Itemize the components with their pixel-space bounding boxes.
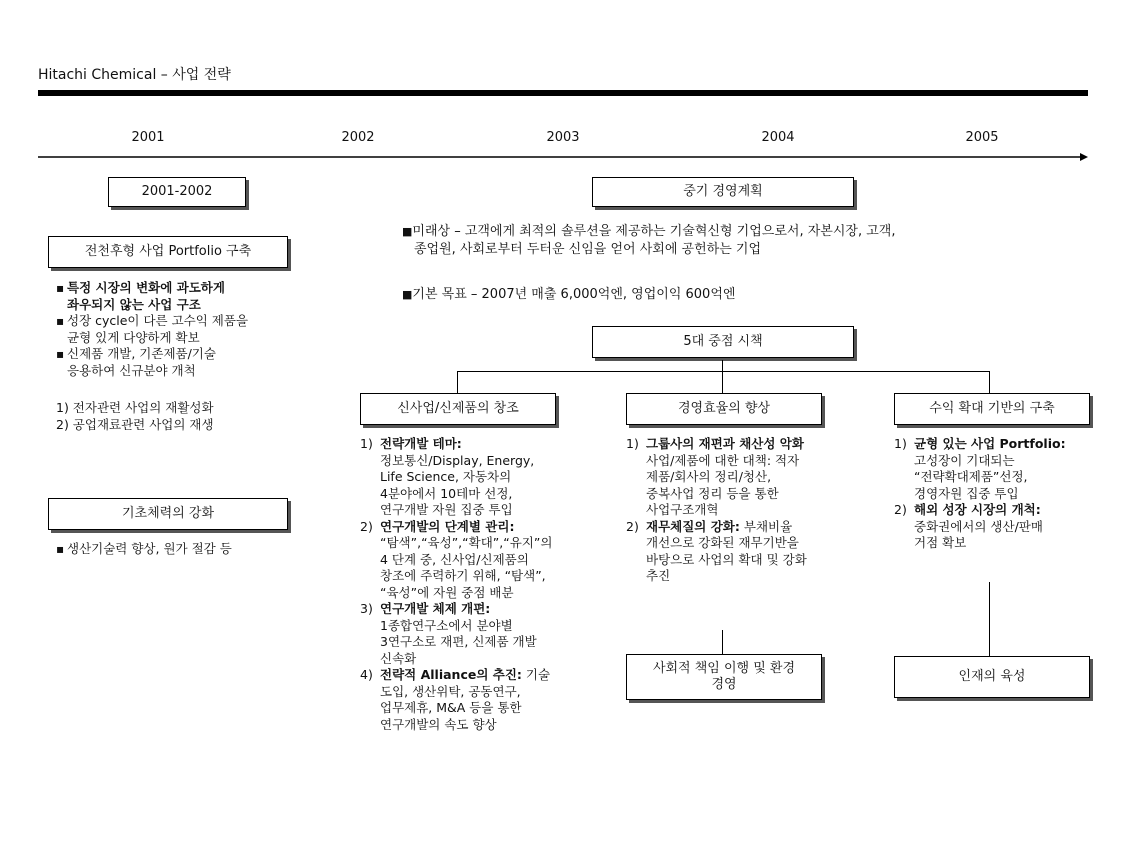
title-divider (38, 90, 1088, 96)
portfolio-title: 전천후형 사업 Portfolio 구축 (84, 243, 252, 259)
timeline-year-2005: 2005 (965, 130, 999, 145)
basics-bullets (56, 541, 316, 558)
column-2-items (626, 436, 878, 585)
vision-text: ■미래상 – 고객에게 최적의 솔루션을 제공하는 기술혁신형 기업으로서, 자본시장, 고객, 종업원, 사회로부터 두터운 신임을 얻어 사회에 공헌하는 기업 (402, 224, 896, 257)
list-item: 1) 전략개발 테마: 정보통신/Display, Energy, Life Science, 자동차의 4분야에서 10테마 선정, 연구개발 자원 집중 투입 (360, 436, 535, 517)
connector-line (722, 371, 723, 393)
plan-box (592, 177, 854, 207)
column-3-items (894, 436, 1120, 552)
portfolio-numbered (56, 400, 316, 433)
portfolio-bullets (56, 280, 316, 379)
connector-line (457, 371, 458, 393)
page-title: Hitachi Chemical – 사업 전략 (38, 67, 231, 83)
column-2-box (626, 393, 822, 425)
column-2-title: 경영효율의 향상 (677, 400, 771, 416)
column-2-bottom-label: 사회적 책임 이행 및 환경 경영 (652, 660, 796, 692)
list-item: 2) 재무체질의 강화: 부채비율 개선으로 강화된 재무기반을 바탕으로 사업의 확대 및 강화 추진 (626, 518, 807, 583)
list-item: 3) 연구개발 체제 개편: 1종합연구소에서 분야별 3연구소로 재편, 신제품 개발 신속화 (360, 601, 537, 666)
timeline-year-2002: 2002 (341, 130, 375, 145)
list-item: 1) 전자관련 사업의 재활성화 (56, 400, 214, 415)
timeline-year-2004: 2004 (761, 130, 795, 145)
column-3-bottom-label: 인재의 육성 (958, 668, 1026, 684)
list-item: ▪ 성장 cycle이 다른 고수익 제품을 균형 있게 다양하게 확보 (56, 313, 316, 346)
connector-line (989, 582, 990, 656)
column-3-box (894, 393, 1090, 425)
period-label: 2001-2002 (141, 183, 213, 199)
connector-line (989, 371, 990, 393)
focus-title: 5대 중점 시책 (683, 333, 763, 349)
list-item: 1) 그룹사의 재편과 채산성 악화 사업/제품에 대한 대책: 적자 제품/회사의 정리/청산, 중복사업 정리 등을 통한 사업구조개혁 (626, 436, 804, 517)
timeline-year-2001: 2001 (131, 130, 165, 145)
column-2-bottom-box (626, 654, 822, 700)
timeline-arrow (38, 150, 1090, 164)
plan-title: 중기 경영계획 (683, 183, 763, 199)
list-item: ▪ 신제품 개발, 기존제품/기술 응용하여 신규분야 개척 (56, 346, 316, 379)
connector-line (722, 630, 723, 654)
timeline-year-2003: 2003 (546, 130, 580, 145)
list-item: 4) 전략적 Alliance의 추진: 기술 도입, 생산위탁, 공동연구, 업무제휴, M&A 등을 통한 연구개발의 속도 향상 (360, 667, 551, 732)
focus-box (592, 326, 854, 358)
column-3-title: 수익 확대 기반의 구축 (929, 400, 1055, 416)
list-item: 2) 연구개발의 단계별 관리: “탐색”,“육성”,“확대”,“유지”의 4 단계 중, 신사업/신제품의 창조에 주력하기 위해, “탐색”, “육성”에 자원 중점 배분 (360, 518, 553, 600)
connector-line (457, 371, 990, 372)
column-3-bottom-box (894, 656, 1090, 698)
period-box (108, 177, 246, 207)
column-1-items (360, 436, 610, 733)
list-item: ▪ 특정 시장의 변화에 과도하게 좌우되지 않는 사업 구조 (56, 280, 316, 313)
portfolio-box (48, 236, 288, 268)
goal-text: ■기본 목표 – 2007년 매출 6,000억엔, 영업이익 600억엔 (402, 287, 736, 302)
list-item: 1) 균형 있는 사업 Portfolio: 고성장이 기대되는 “전략확대제품”선정, 경영자원 집중 투입 (894, 436, 1066, 501)
list-item: 2) 공업재료관련 사업의 재생 (56, 416, 214, 432)
basics-box (48, 498, 288, 530)
list-item: ▪ 생산기술력 향상, 원가 절감 등 (56, 541, 316, 558)
basics-title: 기초체력의 강화 (121, 505, 215, 521)
column-1-title: 신사업/신제품의 창조 (397, 400, 519, 416)
column-1-box (360, 393, 556, 425)
list-item: 2) 해외 성장 시장의 개척: 중화권에서의 생산/판매 거점 확보 (894, 502, 1043, 550)
